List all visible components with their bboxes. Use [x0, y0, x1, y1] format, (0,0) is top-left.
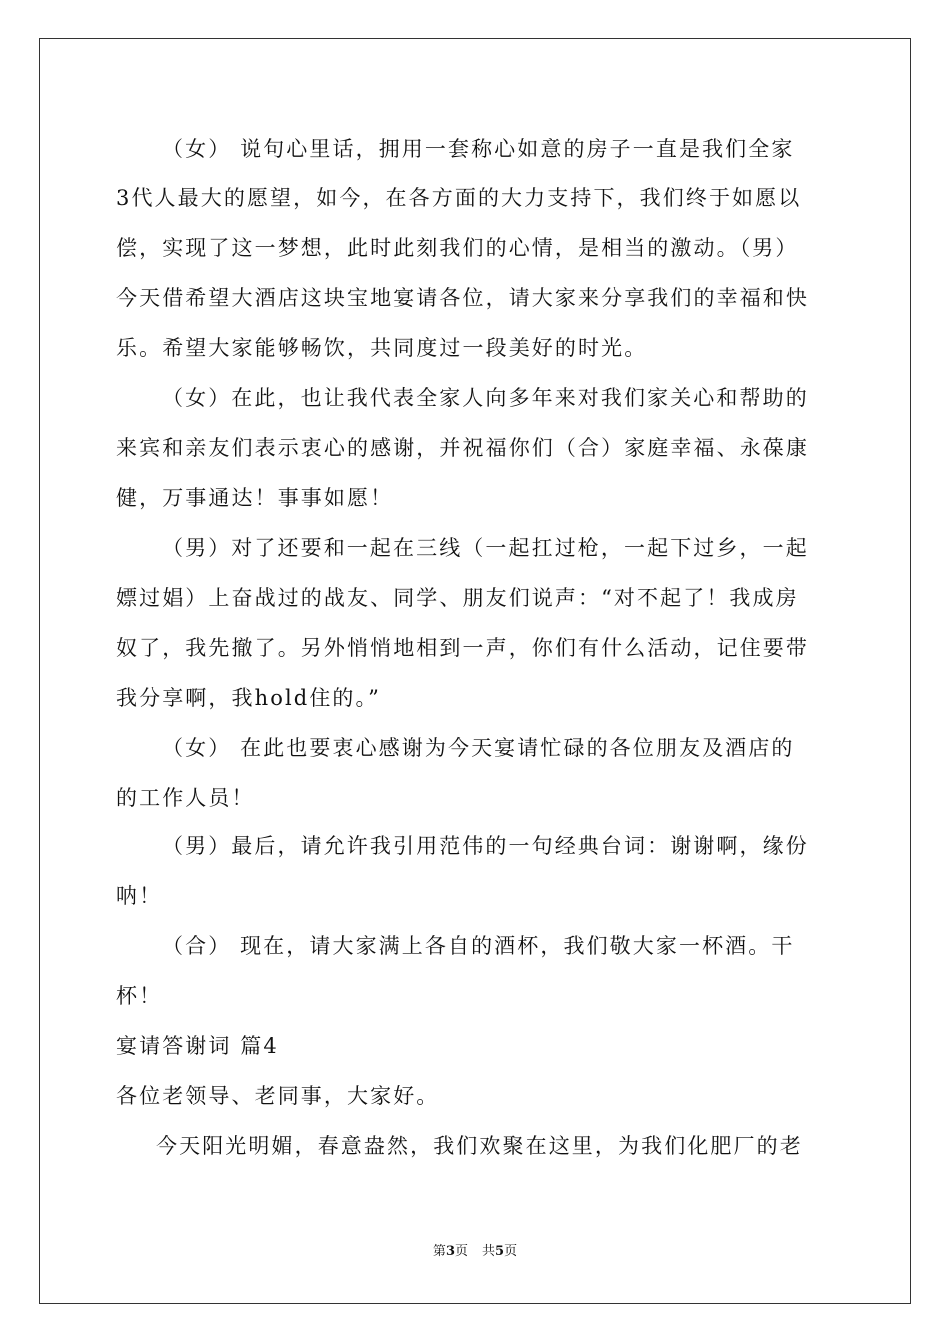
paragraph-line: 健，万事通达！事事如愿！ [116, 486, 394, 510]
paragraph-line: 今天借希望大酒店这块宝地宴请各位，请大家来分享我们的幸福和快 [116, 286, 809, 310]
page-border [39, 38, 911, 1304]
paragraph-line: 呐！ [116, 884, 163, 908]
total-page-number: 5 [495, 1244, 505, 1259]
paragraph-line: （女） 说句心里话，拥用一套称心如意的房子一直是我们全家 [162, 137, 795, 161]
paragraph-line: 偿，实现了这一梦想，此时此刻我们的心情，是相当的激动。（男） [116, 236, 799, 260]
paragraph-line: （女）在此，也让我代表全家人向多年来对我们家关心和帮助的 [162, 386, 809, 410]
paragraph-line: 各位老领导、老同事，大家好。 [116, 1084, 440, 1108]
paragraph-line: （男）对了还要和一起在三线（一起扛过枪，一起下过乡，一起 [162, 536, 809, 560]
paragraph-line: 我分享啊，我hold住的。” [116, 686, 381, 710]
paragraph-line: （合） 现在，请大家满上各自的酒杯，我们敬大家一杯酒。干 [162, 934, 795, 958]
paragraph-line: 乐。希望大家能够畅饮，共同度过一段美好的时光。 [116, 336, 648, 360]
paragraph-line: （男）最后，请允许我引用范伟的一句经典台词：谢谢啊，缘份 [162, 834, 809, 858]
current-page-number: 3 [445, 1244, 455, 1259]
paragraph-line: 嫖过娼）上奋战过的战友、同学、朋友们说声：“对不起了！我成房 [116, 586, 799, 610]
paragraph-line: 今天阳光明媚，春意盎然，我们欢聚在这里，为我们化肥厂的老 [156, 1134, 803, 1158]
page-mid: 页 [454, 1244, 468, 1259]
paragraph-line: 奴了，我先撤了。另外悄悄地相到一声，你们有什么活动，记住要带 [116, 636, 809, 660]
section-heading: 宴请答谢词 篇4 [116, 1034, 279, 1058]
page-footer [0, 1243, 950, 1261]
total-suffix: 页 [504, 1244, 518, 1259]
paragraph-line: （女） 在此也要衷心感谢为今天宴请忙碌的各位朋友及酒店的 [162, 736, 795, 760]
paragraph-line: 杯！ [116, 984, 163, 1008]
paragraph-line: 来宾和亲友们表示衷心的感谢，并祝福你们（合）家庭幸福、永葆康 [116, 436, 809, 460]
paragraph-line: 的工作人员！ [116, 786, 255, 810]
paragraph-line: 3代人最大的愿望，如今，在各方面的大力支持下，我们终于如愿以 [116, 186, 802, 210]
total-prefix: 共 [482, 1244, 496, 1259]
page-prefix: 第 [432, 1244, 446, 1259]
